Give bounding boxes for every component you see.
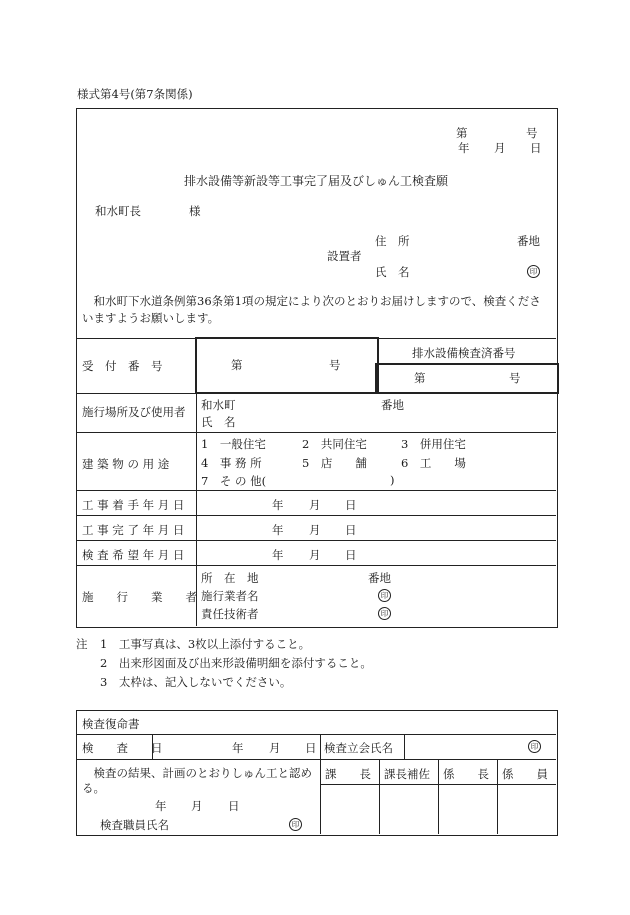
usage-option-7-close: ) [390,473,395,487]
desired-inspection-date-label: 検 査 希 望 年 月 日 [82,548,185,562]
divider [76,515,556,516]
approval-subsection-chief: 係 長 [443,767,489,781]
document-month: 月 [494,141,506,155]
applicant-seal-icon: 印 [527,265,540,278]
divider [76,734,556,735]
reception-number-label: 受 付 番 号 [82,359,163,373]
inspection-day: 日 [305,741,317,755]
document-number-suffix: 号 [526,126,538,140]
result-text-line-1: 検査の結果、計画のとおりしゅん工と認め [82,766,312,780]
reception-number-box[interactable] [195,337,379,394]
completion-date-label: 工 事 完 了 年 月 日 [82,523,185,537]
divider [76,338,196,339]
request-text-line-2: いますようお願いします。 [82,311,220,325]
start-date-label: 工 事 着 手 年 月 日 [82,498,185,512]
form-number: 様式第4号(第7条関係) [77,87,193,101]
divider [76,565,556,566]
start-date-month: 月 [309,498,321,512]
usage-option-1[interactable]: 1 一般住宅 [201,437,266,451]
contractor-seal-icon: 印 [378,589,391,602]
engineer-label: 責任技術者 [201,607,259,621]
usage-label: 建 築 物 の 用 途 [82,457,170,471]
divider [379,759,380,834]
witness-label: 検査立会氏名 [324,741,393,755]
result-text-line-2: る。 [82,781,105,795]
desired-inspection-year: 年 [272,548,284,562]
request-text-line-1: 和水町下水道条例第36条第1項の規定により次のとおりお届けしますので、検査くださ [82,294,541,308]
approval-section-chief: 課 長 [325,767,371,781]
completion-date-day: 日 [345,523,357,537]
applicant-address-suffix: 番地 [517,234,540,248]
desired-inspection-month: 月 [309,548,321,562]
inspector-label: 検査職員氏名 [100,818,169,832]
result-day: 日 [228,799,240,813]
divider [438,759,439,834]
site-town: 和水町 [201,398,236,412]
usage-option-3[interactable]: 3 併用住宅 [401,437,466,451]
document-day: 日 [530,141,542,155]
inspection-month: 月 [269,741,281,755]
usage-option-5[interactable]: 5 店 舗 [302,456,367,470]
applicant-role: 設置者 [327,249,362,263]
note-item-1: 1 工事写真は、3枚以上添付すること。 [100,637,311,651]
inspected-number-label: 排水設備検査済番号 [412,346,516,360]
site-label: 施行場所及び使用者 [82,405,186,419]
contractor-location-label: 所 在 地 [201,571,259,585]
notes-heading: 注 [76,637,88,651]
desired-inspection-day: 日 [345,548,357,562]
addressee-name: 和水町長 [95,204,141,218]
engineer-seal-icon: 印 [378,607,391,620]
document-number-prefix: 第 [456,126,468,140]
addressee-honorific: 様 [189,204,201,218]
start-date-year: 年 [272,498,284,512]
witness-seal-icon: 印 [528,740,541,753]
inspected-number-prefix: 第 [414,371,426,385]
inspection-date-label: 検 査 日 [82,741,163,755]
result-month: 月 [191,799,203,813]
note-item-3: 3 太枠は、記入しないでください。 [100,675,292,689]
contractor-name-label: 施行業者名 [201,589,259,603]
applicant-address-label: 住 所 [375,234,410,248]
inspection-report-title: 検査復命書 [82,717,140,731]
contractor-label: 施 行 業 者 [82,590,197,604]
usage-option-4[interactable]: 4 事 務 所 [201,456,262,470]
start-date-day: 日 [345,498,357,512]
usage-option-2[interactable]: 2 共同住宅 [302,437,367,451]
usage-option-6[interactable]: 6 工 場 [401,456,466,470]
divider [76,759,556,760]
site-lot-suffix: 番地 [381,398,404,412]
contractor-location-suffix: 番地 [368,571,391,585]
inspector-seal-icon: 印 [289,818,302,831]
completion-date-month: 月 [309,523,321,537]
inspected-number-suffix: 号 [509,371,521,385]
inspection-year: 年 [232,741,244,755]
result-year: 年 [155,799,167,813]
applicant-name-label: 氏 名 [375,265,410,279]
approval-staff: 係 員 [502,767,548,781]
divider [404,734,405,759]
reception-number-prefix: 第 [231,358,243,372]
inspected-number-box[interactable] [375,363,559,394]
approval-deputy-chief: 課長補佐 [384,767,430,781]
note-item-2: 2 出来形図面及び出来形設備明細を添付すること。 [100,656,372,670]
site-name-label: 氏 名 [201,415,236,429]
form-title: 排水設備等新設等工事完了届及びしゅん工検査願 [184,174,449,188]
divider [497,759,498,834]
document-year: 年 [458,141,470,155]
divider [76,540,556,541]
divider [76,432,556,433]
completion-date-year: 年 [272,523,284,537]
divider [76,490,556,491]
divider [376,338,556,339]
reception-number-suffix: 号 [329,358,341,372]
usage-option-7[interactable]: 7 そ の 他( [201,474,267,488]
